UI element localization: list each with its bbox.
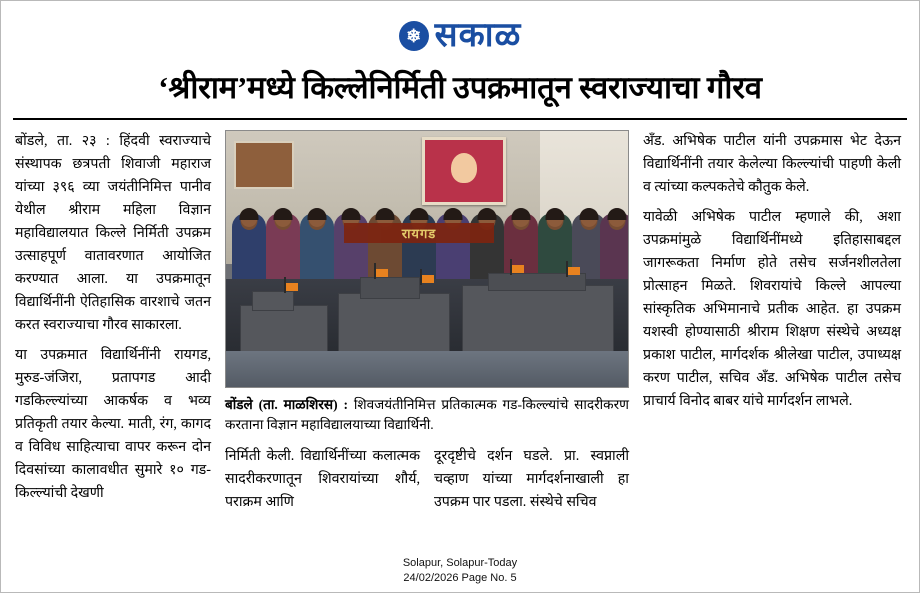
middle-text-columns bbox=[225, 445, 629, 514]
saffron-flag-icon bbox=[512, 265, 524, 273]
column-middle bbox=[225, 130, 629, 548]
footer-date-page: 24/02/2026 Page No. 5 bbox=[403, 572, 517, 585]
page-title: ‘श्रीराम’मध्ये किल्लेनिर्मिती उपक्रमातून स्वराज्याचा गौरव bbox=[158, 70, 762, 105]
masthead bbox=[1, 1, 919, 65]
sakal-droplet-icon: ❄ bbox=[399, 21, 429, 51]
footer bbox=[1, 556, 919, 586]
saffron-flag-icon bbox=[422, 275, 434, 283]
article-paragraph: अँड. अभिषेक पाटील यांनी उपक्रमास भेट देऊन विद्यार्थिनींनी तयार केलेल्या किल्ल्यांची पाहणी केली व त्यांच्या कल्पकतेचे कौतुक केले. bbox=[643, 132, 901, 195]
footer-location: Solapur, Solapur-Today bbox=[402, 557, 518, 570]
article-paragraph: यावेळी अभिषेक पाटील म्हणाले की, अशा उपक्रमांमुळे विद्यार्थिनींमध्ये इतिहासाबद्दल जागरूकता निर्माण होते तसेच सर्जनशीलतेला प्रोत्साहन मिळते. शिवरायांचे किल्ले आपल्या सांस्कृतिक अभिमानाचे प्रतीक आहेत. हा उपक्रम यशस्वी होण्यासाठी श्रीराम शिक्षण संस्थेचे अध्यक्ष प्रकाश पाटील, मार्गदर्शक श्रीलेखा पाटील, उपाध्यक्ष करण पाटील, सचिव अँड. अभिषेक पाटील तसेच प्राचार्य विनोद बाबर यांचे मार्गदर्शन लाभले. bbox=[643, 208, 901, 409]
photo-fort-models bbox=[226, 279, 628, 387]
fort-model-tower bbox=[252, 291, 294, 311]
headline-divider bbox=[13, 118, 907, 120]
publication-logo bbox=[399, 19, 522, 53]
fort-model bbox=[240, 305, 328, 353]
article-paragraph: दूरदृष्टीचे दर्शन घडले. प्रा. स्वप्नाली चव्हाण यांच्या मार्गदर्शनाखाली हा उपक्रम पार पडला. संस्थेचे सचिव bbox=[434, 447, 629, 510]
article-photo bbox=[225, 130, 629, 388]
photo-caption-lead: बोंडले (ता. माळशिरस) : bbox=[225, 396, 349, 412]
column-left bbox=[15, 130, 211, 548]
photo-wall-frame-left bbox=[234, 141, 294, 189]
article-paragraph: बोंडले, ता. २३ : हिंदवी स्वराज्याचे संस्थापक छत्रपती शिवाजी महाराज यांच्या ३९६ व्या जयंतीनिमित्त पानीव येथील श्रीराम महिला विज्ञान महाविद्यालयात किल्ले निर्मिती उपक्रम उत्साहपूर्ण वातावरणात आयोजित करण्यात आला. या उपक्रमातून विद्यार्थिनींनी ऐतिहासिक वारशाचे जतन करत स्वराज्याचा गौरव साकारला. bbox=[15, 132, 211, 333]
photo-table-cloth bbox=[226, 351, 628, 387]
article-columns bbox=[1, 130, 919, 548]
saffron-flag-icon bbox=[286, 283, 298, 291]
saffron-flag-icon bbox=[376, 269, 388, 277]
saffron-flag-icon bbox=[568, 267, 580, 275]
fort-model bbox=[462, 285, 614, 353]
fort-model bbox=[338, 293, 450, 353]
fort-model-tower bbox=[360, 277, 420, 299]
photo-caption bbox=[225, 395, 629, 436]
photo-banner-text: रायगड bbox=[344, 223, 494, 243]
fort-model-tower bbox=[488, 273, 586, 291]
publication-name: सकाळ bbox=[434, 17, 522, 54]
article-paragraph: या उपक्रमात विद्यार्थिनींनी रायगड, मुरुड-जंजिरा, प्रतापगड आदी गडकिल्ल्यांच्या आकर्षक व भव्य प्रतिकृती तयार केल्या. माती, रंग, कागद व विविध साहित्याचा वापर करून दोन दिवसांच्या कालावधीत सुमारे १० गड-किल्ल्यांची देखणी bbox=[15, 346, 211, 501]
article-paragraph: निर्मिती केली. विद्यार्थिनींच्या कलात्मक सादरीकरणातून शिवरायांच्या शौर्य, पराक्रम आणि bbox=[225, 447, 420, 510]
column-right bbox=[643, 130, 901, 548]
photo-caption-text: शिवजयंतीनिमित्त प्रतिकात्मक गड-किल्ल्यांचे सादरीकरण करताना विज्ञान महाविद्यालयाच्या विद्यार्थिनी. bbox=[225, 396, 629, 433]
